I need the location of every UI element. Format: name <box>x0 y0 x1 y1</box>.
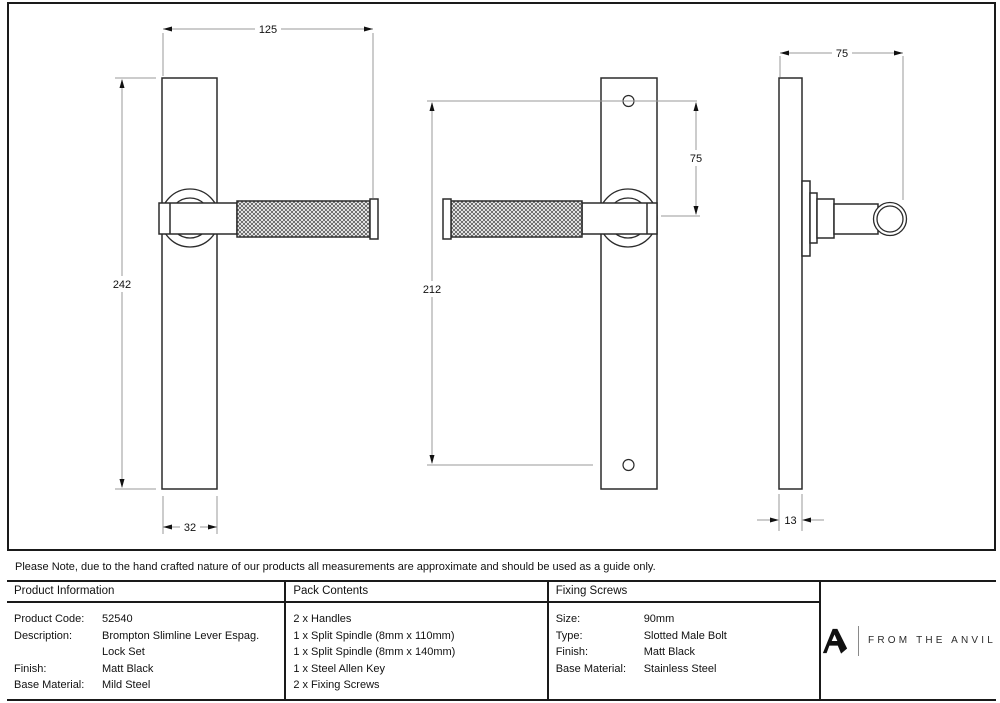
dimension-front-height <box>108 78 156 489</box>
screw-hole-bottom <box>623 460 634 471</box>
rear-backplate <box>601 78 657 489</box>
front-view <box>159 78 378 489</box>
front-lever-knurled-grip <box>237 201 370 237</box>
list-item: 1 x Split Spindle (8mm x 140mm) <box>293 646 456 658</box>
arrowhead <box>694 206 699 215</box>
table-row <box>556 628 819 645</box>
arrowhead <box>802 518 811 523</box>
info-table <box>7 582 996 699</box>
arrowhead <box>364 27 373 32</box>
row-value: 90mm <box>643 613 675 625</box>
arrowhead <box>120 479 125 488</box>
pack-contents-header: Pack Contents <box>286 582 546 603</box>
side-backplate <box>779 78 802 489</box>
dimension-rear-hole-to-handle <box>661 102 706 216</box>
side-lever-rod <box>834 204 878 234</box>
note-row <box>7 551 996 582</box>
brand-logo <box>821 626 996 656</box>
arrowhead <box>120 79 125 88</box>
dim-label-13: 13 <box>784 515 797 527</box>
row-value: Matt Black <box>643 646 696 658</box>
dim-label-242: 242 <box>112 279 132 291</box>
arrowhead <box>780 51 789 56</box>
arrowhead <box>430 102 435 111</box>
front-lever-end-cap <box>370 199 378 239</box>
row-label: Base Material: <box>555 662 626 675</box>
table-row <box>14 628 284 661</box>
table-row <box>14 677 284 694</box>
row-value: Matt Black <box>102 662 154 675</box>
table-row <box>556 644 819 661</box>
row-value: Mild Steel <box>102 679 151 691</box>
rear-lever-end-cap <box>443 199 451 239</box>
brand-divider <box>858 626 859 656</box>
table-row <box>556 611 819 628</box>
row-label: Base Material: <box>14 679 85 691</box>
table-row <box>14 611 284 628</box>
list-item: 2 x Handles <box>293 613 352 625</box>
product-information-header: Product Information <box>7 582 284 603</box>
pack-contents-column <box>286 582 548 699</box>
row-label: Description: <box>14 629 73 642</box>
row-label: Finish: <box>14 662 47 675</box>
rear-lever-neck <box>582 203 657 234</box>
fixing-screws-header: Fixing Screws <box>549 582 819 603</box>
row-label: Product Code: <box>14 613 85 625</box>
arrowhead <box>770 518 779 523</box>
row-label: Type: <box>555 629 583 642</box>
fixing-screws-column <box>549 582 821 699</box>
dim-label-125: 125 <box>258 24 278 36</box>
arrowhead <box>208 525 217 530</box>
brand-cell <box>821 582 996 699</box>
rear-lever-knurled-grip <box>451 201 582 237</box>
anvil-a-icon <box>821 627 849 655</box>
dim-label-32: 32 <box>183 522 197 534</box>
arrowhead <box>894 51 903 56</box>
rear-view <box>443 78 657 489</box>
arrowhead <box>694 102 699 111</box>
row-label: Size: <box>555 613 581 625</box>
table-row <box>556 661 819 678</box>
product-information-column <box>7 582 286 699</box>
side-rose-flange-outer <box>802 181 810 256</box>
list-item: 1 x Split Spindle (8mm x 110mm) <box>293 629 455 642</box>
dim-label-212: 212 <box>422 284 442 296</box>
dim-label-75-rear: 75 <box>689 153 703 165</box>
title-block <box>7 549 996 699</box>
side-lever-collar <box>817 199 834 238</box>
note-text: Please Note, due to the hand crafted nature of our products all measurements are approximate and should be used as a guide only. <box>15 561 656 573</box>
list-item: 1 x Steel Allen Key <box>293 662 386 675</box>
brand-name: FROM THE ANVIL <box>868 635 996 646</box>
dim-label-75-side: 75 <box>835 48 849 60</box>
row-value: Brompton Slimline Lever Espag. Lock Set <box>102 629 260 658</box>
dimension-side-thickness <box>757 494 824 531</box>
side-view <box>779 78 907 489</box>
front-backplate <box>162 78 217 489</box>
list-item: 2 x Fixing Screws <box>293 679 380 691</box>
row-value: 52540 <box>102 613 133 625</box>
table-row <box>14 661 284 678</box>
side-grip-outer-circle <box>874 203 907 236</box>
arrowhead <box>163 27 172 32</box>
arrowhead <box>430 455 435 464</box>
row-label: Finish: <box>555 646 589 658</box>
row-value: Stainless Steel <box>643 662 717 675</box>
side-rose-flange-inner <box>810 193 817 243</box>
row-value: Slotted Male Bolt <box>643 629 727 642</box>
dimension-front-plate-width <box>163 496 217 535</box>
arrowhead <box>163 525 172 530</box>
